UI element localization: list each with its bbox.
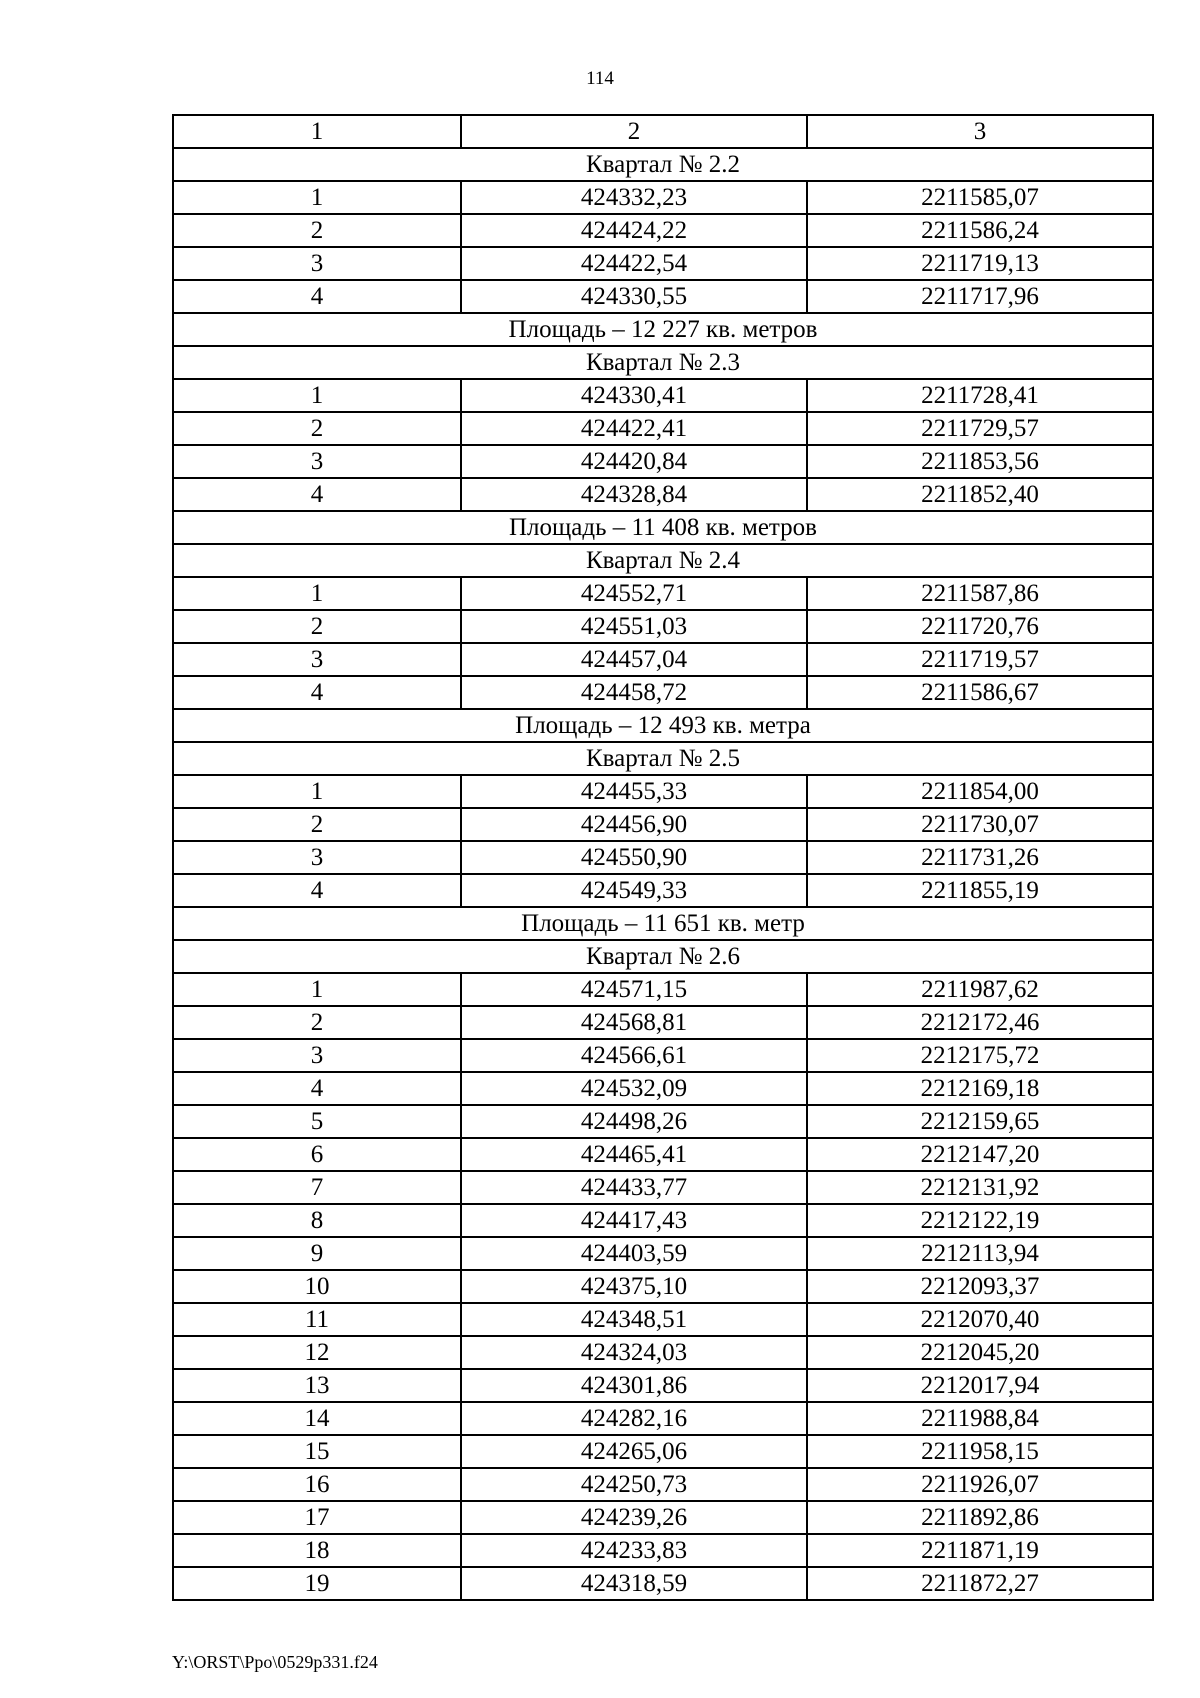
- table-row: [173, 676, 1153, 709]
- coordinate-x: 424282,16: [461, 1402, 807, 1435]
- section-area-row: [173, 511, 1153, 544]
- coordinate-x: 424420,84: [461, 445, 807, 478]
- section-area: Площадь – 12 227 кв. метров: [173, 313, 1153, 346]
- table-row: [173, 1567, 1153, 1600]
- coordinate-x: 424551,03: [461, 610, 807, 643]
- section-area: Площадь – 11 408 кв. метров: [173, 511, 1153, 544]
- footer-file-path: Y:\ORST\Ppo\0529p331.f24: [172, 1652, 378, 1672]
- section-area: Площадь – 11 651 кв. метр: [173, 907, 1153, 940]
- point-number: 3: [173, 445, 461, 478]
- coordinate-x: 424455,33: [461, 775, 807, 808]
- page-number: 114: [586, 68, 614, 89]
- coordinate-y: 2211731,26: [807, 841, 1153, 874]
- coordinate-x: 424265,06: [461, 1435, 807, 1468]
- coordinate-x: 424330,55: [461, 280, 807, 313]
- coordinate-x: 424532,09: [461, 1072, 807, 1105]
- coordinate-x: 424571,15: [461, 973, 807, 1006]
- coordinate-x: 424375,10: [461, 1270, 807, 1303]
- table-row: [173, 1468, 1153, 1501]
- table-row: [173, 1039, 1153, 1072]
- coordinate-x: 424328,84: [461, 478, 807, 511]
- table-row: [173, 1501, 1153, 1534]
- coordinate-y: 2211728,41: [807, 379, 1153, 412]
- table-row: [173, 280, 1153, 313]
- point-number: 19: [173, 1567, 461, 1600]
- coordinate-y: 2211988,84: [807, 1402, 1153, 1435]
- coordinate-y: 2211892,86: [807, 1501, 1153, 1534]
- coordinate-y: 2211585,07: [807, 181, 1153, 214]
- table-row: [173, 1336, 1153, 1369]
- coordinate-y: 2211717,96: [807, 280, 1153, 313]
- point-number: 13: [173, 1369, 461, 1402]
- table-row: [173, 214, 1153, 247]
- coordinate-x: 424458,72: [461, 676, 807, 709]
- point-number: 1: [173, 181, 461, 214]
- table-row: [173, 1171, 1153, 1204]
- coordinate-y: 2212147,20: [807, 1138, 1153, 1171]
- table-row: [173, 1369, 1153, 1402]
- section-title-row: [173, 148, 1153, 181]
- coordinate-y: 2212172,46: [807, 1006, 1153, 1039]
- table-row: [173, 1204, 1153, 1237]
- point-number: 3: [173, 247, 461, 280]
- coordinate-x: 424424,22: [461, 214, 807, 247]
- coordinate-x: 424457,04: [461, 643, 807, 676]
- table-row: [173, 841, 1153, 874]
- table-row: [173, 445, 1153, 478]
- coordinate-y: 2211729,57: [807, 412, 1153, 445]
- coordinate-y: 2211719,13: [807, 247, 1153, 280]
- table-row: [173, 643, 1153, 676]
- point-number: 9: [173, 1237, 461, 1270]
- coordinate-y: 2211854,00: [807, 775, 1153, 808]
- table-row: [173, 181, 1153, 214]
- coordinate-y: 2212017,94: [807, 1369, 1153, 1402]
- point-number: 1: [173, 577, 461, 610]
- point-number: 12: [173, 1336, 461, 1369]
- coordinate-y: 2211926,07: [807, 1468, 1153, 1501]
- section-area-row: [173, 313, 1153, 346]
- section-title-row: [173, 544, 1153, 577]
- coordinate-y: 2212045,20: [807, 1336, 1153, 1369]
- point-number: 6: [173, 1138, 461, 1171]
- coordinate-x: 424417,43: [461, 1204, 807, 1237]
- point-number: 1: [173, 973, 461, 1006]
- header-cell-1: 1: [173, 115, 461, 148]
- table-row: [173, 1270, 1153, 1303]
- table-header-row: [173, 115, 1153, 148]
- point-number: 3: [173, 841, 461, 874]
- point-number: 4: [173, 874, 461, 907]
- table-row: [173, 1237, 1153, 1270]
- coordinate-x: 424330,41: [461, 379, 807, 412]
- point-number: 4: [173, 1072, 461, 1105]
- point-number: 2: [173, 808, 461, 841]
- point-number: 16: [173, 1468, 461, 1501]
- coordinate-x: 424566,61: [461, 1039, 807, 1072]
- coordinate-x: 424549,33: [461, 874, 807, 907]
- point-number: 3: [173, 643, 461, 676]
- coordinate-x: 424433,77: [461, 1171, 807, 1204]
- coordinate-x: 424552,71: [461, 577, 807, 610]
- section-title-row: [173, 742, 1153, 775]
- table-row: [173, 808, 1153, 841]
- coordinates-table-body: [173, 115, 1153, 1600]
- table-row: [173, 247, 1153, 280]
- coordinate-y: 2211586,67: [807, 676, 1153, 709]
- point-number: 7: [173, 1171, 461, 1204]
- point-number: 15: [173, 1435, 461, 1468]
- table-row: [173, 1072, 1153, 1105]
- point-number: 11: [173, 1303, 461, 1336]
- point-number: 4: [173, 478, 461, 511]
- coordinate-x: 424239,26: [461, 1501, 807, 1534]
- coordinate-y: 2212122,19: [807, 1204, 1153, 1237]
- point-number: 14: [173, 1402, 461, 1435]
- table-row: [173, 610, 1153, 643]
- table-row: [173, 973, 1153, 1006]
- coordinate-y: 2211872,27: [807, 1567, 1153, 1600]
- coordinate-x: 424318,59: [461, 1567, 807, 1600]
- coordinate-y: 2212113,94: [807, 1237, 1153, 1270]
- section-area-row: [173, 907, 1153, 940]
- coordinate-y: 2212175,72: [807, 1039, 1153, 1072]
- section-area-row: [173, 709, 1153, 742]
- point-number: 4: [173, 280, 461, 313]
- coordinate-x: 424332,23: [461, 181, 807, 214]
- table-row: [173, 412, 1153, 445]
- coordinate-x: 424456,90: [461, 808, 807, 841]
- coordinate-x: 424422,41: [461, 412, 807, 445]
- coordinate-y: 2211730,07: [807, 808, 1153, 841]
- table-row: [173, 1435, 1153, 1468]
- coordinate-y: 2211855,19: [807, 874, 1153, 907]
- coordinate-y: 2212070,40: [807, 1303, 1153, 1336]
- table-row: [173, 577, 1153, 610]
- table-row: [173, 1138, 1153, 1171]
- point-number: 3: [173, 1039, 461, 1072]
- coordinate-x: 424250,73: [461, 1468, 807, 1501]
- point-number: 1: [173, 775, 461, 808]
- point-number: 18: [173, 1534, 461, 1567]
- coordinate-y: 2211720,76: [807, 610, 1153, 643]
- section-title: Квартал № 2.6: [173, 940, 1153, 973]
- header-cell-2: 2: [461, 115, 807, 148]
- header-cell-3: 3: [807, 115, 1153, 148]
- coordinate-y: 2211852,40: [807, 478, 1153, 511]
- table-row: [173, 1006, 1153, 1039]
- coordinate-y: 2212159,65: [807, 1105, 1153, 1138]
- section-title-row: [173, 346, 1153, 379]
- coordinate-y: 2211587,86: [807, 577, 1153, 610]
- coordinate-y: 2211719,57: [807, 643, 1153, 676]
- coordinate-x: 424422,54: [461, 247, 807, 280]
- coordinate-y: 2211853,56: [807, 445, 1153, 478]
- coordinate-x: 424324,03: [461, 1336, 807, 1369]
- point-number: 5: [173, 1105, 461, 1138]
- coordinates-table: [172, 114, 1154, 1601]
- section-title-row: [173, 940, 1153, 973]
- coordinate-y: 2211871,19: [807, 1534, 1153, 1567]
- coordinate-x: 424465,41: [461, 1138, 807, 1171]
- point-number: 2: [173, 214, 461, 247]
- coordinate-x: 424233,83: [461, 1534, 807, 1567]
- section-title: Квартал № 2.4: [173, 544, 1153, 577]
- coordinate-y: 2211958,15: [807, 1435, 1153, 1468]
- point-number: 8: [173, 1204, 461, 1237]
- coordinate-x: 424550,90: [461, 841, 807, 874]
- table-row: [173, 1105, 1153, 1138]
- point-number: 4: [173, 676, 461, 709]
- coordinate-y: 2212093,37: [807, 1270, 1153, 1303]
- coordinate-x: 424568,81: [461, 1006, 807, 1039]
- table-row: [173, 1534, 1153, 1567]
- coordinate-x: 424498,26: [461, 1105, 807, 1138]
- table-row: [173, 1402, 1153, 1435]
- section-area: Площадь – 12 493 кв. метра: [173, 709, 1153, 742]
- coordinate-x: 424348,51: [461, 1303, 807, 1336]
- table-row: [173, 478, 1153, 511]
- point-number: 17: [173, 1501, 461, 1534]
- coordinate-y: 2211987,62: [807, 973, 1153, 1006]
- table-row: [173, 379, 1153, 412]
- point-number: 2: [173, 1006, 461, 1039]
- point-number: 2: [173, 412, 461, 445]
- table-row: [173, 1303, 1153, 1336]
- coordinate-x: 424301,86: [461, 1369, 807, 1402]
- table-row: [173, 775, 1153, 808]
- section-title: Квартал № 2.5: [173, 742, 1153, 775]
- point-number: 1: [173, 379, 461, 412]
- coordinate-y: 2212169,18: [807, 1072, 1153, 1105]
- point-number: 2: [173, 610, 461, 643]
- coordinate-y: 2211586,24: [807, 214, 1153, 247]
- section-title: Квартал № 2.3: [173, 346, 1153, 379]
- table-row: [173, 874, 1153, 907]
- point-number: 10: [173, 1270, 461, 1303]
- coordinate-x: 424403,59: [461, 1237, 807, 1270]
- coordinate-y: 2212131,92: [807, 1171, 1153, 1204]
- section-title: Квартал № 2.2: [173, 148, 1153, 181]
